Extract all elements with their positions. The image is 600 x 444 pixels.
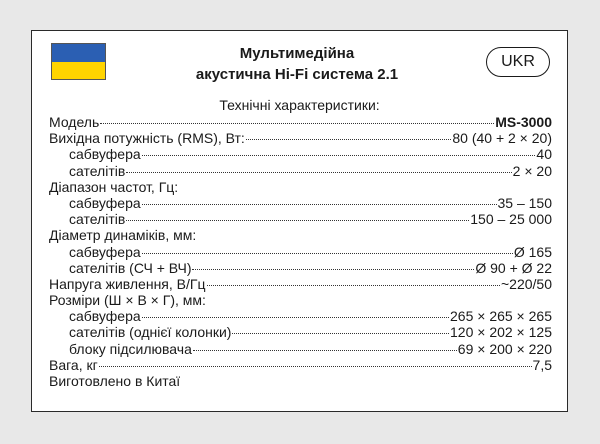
spec-key: сабвуфера — [69, 308, 141, 325]
dot-leader — [193, 350, 457, 351]
spec-value: 2 × 20 — [512, 162, 552, 179]
spec-value: 40 — [536, 146, 552, 163]
spec-value: ~220/50 — [501, 275, 552, 292]
spec-value: 7,5 — [532, 356, 552, 373]
spec-row-origin — [49, 373, 552, 389]
spec-row-dimensions-header — [49, 292, 552, 308]
spec-row-weight — [49, 357, 552, 373]
spec-key: сателітів — [69, 211, 126, 228]
spec-row-freq-sub — [49, 195, 552, 211]
flag-blue-stripe — [52, 44, 105, 62]
spec-key: Діаметр динаміків, мм: — [49, 227, 197, 244]
spec-value: 150 – 25 000 — [470, 211, 552, 228]
dot-leader — [232, 333, 449, 334]
spec-key: сателітів (однієї колонки) — [69, 324, 232, 341]
dot-leader — [99, 366, 532, 367]
spec-key: сателітів (СЧ + ВЧ) — [69, 259, 192, 276]
dot-leader — [142, 204, 497, 205]
dot-leader — [142, 155, 536, 156]
spec-row-power-sat — [49, 163, 552, 179]
spec-key: Діапазон частот, Гц: — [49, 178, 179, 195]
flag-yellow-stripe — [52, 62, 105, 80]
spec-key: сабвуфера — [69, 194, 141, 211]
spec-key: Модель — [49, 114, 100, 130]
spec-key: Вага, кг — [49, 356, 98, 373]
spec-row-dimensions-sat — [49, 324, 552, 340]
specs-heading: Технічні характеристики: — [219, 97, 380, 113]
ukraine-flag-icon — [51, 43, 106, 80]
spec-row-diameter-sat — [49, 260, 552, 276]
spec-row-diameter-header — [49, 227, 552, 243]
spec-row-power-sub — [49, 146, 552, 162]
product-title — [122, 43, 472, 85]
spec-list — [49, 114, 552, 389]
dot-leader — [126, 172, 511, 173]
spec-value: 69 × 200 × 220 — [457, 340, 552, 357]
spec-value: 120 × 202 × 125 — [450, 324, 552, 341]
spec-key: Вихідна потужність (RMS), Вт: — [49, 130, 245, 147]
spec-key: сабвуфера — [69, 243, 141, 260]
spec-row-diameter-sub — [49, 244, 552, 260]
spec-row-dimensions-amp — [49, 341, 552, 357]
spec-key: блоку підсилювача — [69, 340, 192, 357]
spec-key: сабвуфера — [69, 146, 141, 163]
dot-leader — [192, 269, 474, 270]
spec-key: сателітів — [69, 162, 126, 179]
dot-leader — [142, 317, 449, 318]
dot-leader — [100, 123, 494, 124]
spec-value: Ø 165 — [513, 243, 552, 260]
spec-value: 80 (40 + 2 × 20) — [452, 130, 552, 147]
spec-row-freq-sat — [49, 211, 552, 227]
spec-label-card — [31, 30, 568, 412]
dot-leader — [207, 285, 501, 286]
spec-key: Виготовлено в Китаї — [49, 373, 181, 389]
spec-row-dimensions-sub — [49, 308, 552, 324]
spec-value: 35 – 150 — [497, 194, 552, 211]
dot-leader — [142, 253, 513, 254]
spec-key: Напруга живлення, В/Гц — [49, 275, 206, 292]
country-badge: UKR — [486, 47, 550, 77]
spec-key: Розміри (Ш × В × Г), мм: — [49, 292, 206, 309]
product-title-line-1: Мультимедійна — [239, 45, 355, 62]
spec-row-voltage — [49, 276, 552, 292]
product-title-line-2: акустична Hi-Fi система 2.1 — [195, 66, 399, 83]
spec-value: Ø 90 + Ø 22 — [475, 259, 552, 276]
spec-row-model — [49, 114, 552, 130]
dot-leader — [246, 139, 452, 140]
dot-leader — [126, 220, 469, 221]
spec-row-power — [49, 130, 552, 146]
spec-row-freq-header — [49, 179, 552, 195]
spec-value: 265 × 265 × 265 — [450, 308, 552, 325]
spec-value: MS-3000 — [495, 114, 552, 130]
